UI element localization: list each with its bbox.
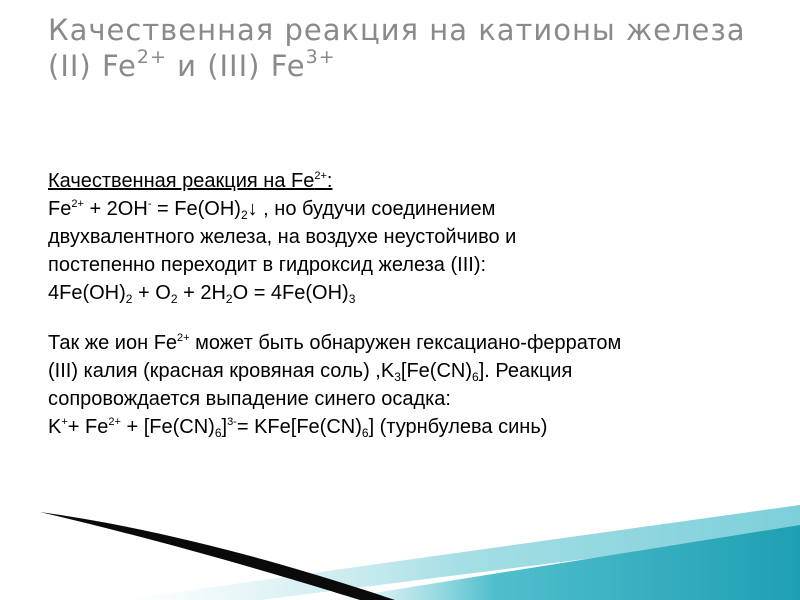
eq-text: ↓ , но будучи соединением: [247, 198, 496, 220]
eq-text: 4Fe(OH): [48, 282, 126, 304]
eq-sub: 2: [170, 292, 178, 306]
heading-text: Качественная реакция на Fe: [48, 170, 315, 192]
eq-sup: +: [61, 416, 68, 428]
text-sub: 6: [472, 370, 479, 384]
text-run: может быть обнаружен гексациано-ферратом: [189, 332, 622, 354]
eq-text: + Fe: [67, 416, 109, 438]
eq-text: + O: [132, 282, 171, 304]
eq-text: = Fe(OH): [151, 198, 241, 220]
eq-text: + 2H: [177, 282, 226, 304]
eq-sub: 2: [225, 292, 233, 306]
text-sub: 3: [394, 370, 401, 384]
eq-sub: 3: [348, 292, 356, 306]
text-line: постепенно переходит в гидроксид железа (III):: [48, 254, 487, 276]
eq-sub: 2: [240, 208, 248, 222]
text-sup: 2+: [177, 332, 190, 344]
heading-sup: 2+: [314, 170, 327, 182]
eq-sup: -: [147, 198, 152, 210]
eq-sub: 6: [214, 426, 222, 440]
text-line: двухвалентного железа, на воздухе неустойчиво и: [48, 226, 517, 248]
title-text: и (III) Fe: [166, 49, 306, 83]
text-run: [Fe(CN): [400, 360, 472, 382]
eq-sup: 2+: [71, 198, 84, 210]
eq-text: Fe: [48, 198, 72, 220]
title-sup: 2+: [136, 46, 167, 68]
text-run: ]. Реакция: [478, 360, 573, 382]
eq-sub: 2: [125, 292, 133, 306]
paragraph-2-line-3: сопровождается выпадение синего осадка:: [48, 388, 451, 410]
eq-text: ]: [221, 416, 228, 438]
eq-text: K: [48, 416, 62, 438]
eq-text: + 2OH: [83, 198, 148, 220]
title-sup: 3+: [305, 46, 336, 68]
eq-text: O = 4Fe(OH): [232, 282, 349, 304]
eq-sup: 3-: [227, 416, 237, 428]
eq-sub: 6: [361, 426, 369, 440]
heading-colon: :: [326, 170, 333, 192]
eq-text: = KFe[Fe(CN): [236, 416, 362, 438]
title-text: (II) Fe: [48, 49, 137, 83]
title-line-1: Качественная реакция на катионы железа: [48, 13, 746, 47]
text-run: Так же ион Fe: [48, 332, 178, 354]
eq-text: + [Fe(CN): [120, 416, 215, 438]
eq-sup: 2+: [108, 416, 121, 428]
eq-text: ] (турнбулева синь): [368, 416, 548, 438]
text-run: (III) калия (красная кровяная соль) ,K: [48, 360, 395, 382]
